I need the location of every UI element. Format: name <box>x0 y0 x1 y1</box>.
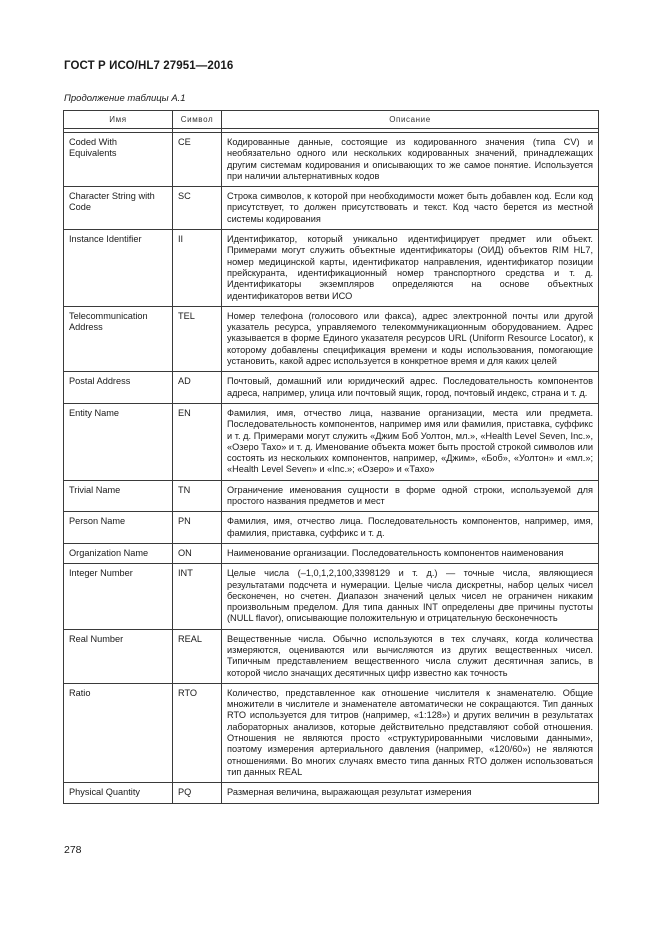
row-name: Postal Address <box>64 372 173 404</box>
table-row <box>64 230 599 307</box>
table-row <box>64 783 599 803</box>
row-description: Кодированные данные, состоящие из кодированного значения (типа CV) и необязательно одного или нескольких кодированных значений, принадлежащих другим системам кодирования и описывающих то же самое понятие. Используется при наличии альтернативных кодов <box>222 133 599 187</box>
row-description: Размерная величина, выражающая результат измерения <box>222 783 599 803</box>
row-description: Идентификатор, который уникально идентифицирует предмет или объект. Примерами могут служить объектные идентификаторы (ОИД) объектов RIM HL7, номер медицинской карты, идентификатор направления, идентификатор позиции прейскуранта, идентификационный номер транспортного средства и т. д. Идентификаторы экземпляров определяются на основе объектных идентификаторов ветви ИСО <box>222 230 599 307</box>
table-row <box>64 480 599 512</box>
row-symbol: II <box>173 230 222 307</box>
row-symbol: REAL <box>173 629 222 683</box>
table-row <box>64 306 599 371</box>
row-name: Coded With Equivalents <box>64 133 173 187</box>
document-title: ГОСТ Р ИСО/HL7 27951—2016 <box>64 60 234 72</box>
row-description: Строка символов, к которой при необходимости может быть добавлен код. Если код присутствует, то должен присутствовать и текст. Код часто берется из местной системы кодирования <box>222 187 599 230</box>
row-description: Почтовый, домашний или юридический адрес. Последовательность компонентов адреса, например, улица или почтовый ящик, город, почтовый индекс, страна и т. д. <box>222 372 599 404</box>
row-symbol: EN <box>173 403 222 480</box>
row-name: Person Name <box>64 512 173 544</box>
data-types-table <box>63 110 599 804</box>
row-symbol: SC <box>173 187 222 230</box>
column-header-symbol: Символ <box>173 111 222 129</box>
row-name: Real Number <box>64 629 173 683</box>
row-description: Фамилия, имя, отчество лица, название организации, места или предмета. Последовательность компонентов, например имя или фамилия, приставка, суффикс и т. д. Примерами могут служить «Джим Боб Уолтон, мл.», «Health Level Seven, Inc.», «Озеро Тахо» и т. д. Именование объекта может быть простой строкой символов или состоять из нескольких компонентов, например, «Джим», «Боб», «Уолтон» и «мл.»; «Health Level Seven» и «Inc.»; «Озеро» и «Тахо» <box>222 403 599 480</box>
row-symbol: INT <box>173 564 222 629</box>
page-number: 278 <box>64 844 82 856</box>
row-description: Наименование организации. Последовательность компонентов наименования <box>222 543 599 563</box>
row-description: Ограничение именования сущности в форме одной строки, используемой для простого названия предметов и мест <box>222 480 599 512</box>
row-symbol: AD <box>173 372 222 404</box>
row-symbol: TEL <box>173 306 222 371</box>
row-description: Фамилия, имя, отчество лица. Последовательность компонентов, например, имя, фамилия, приставка, суффикс и т. д. <box>222 512 599 544</box>
row-symbol: RTO <box>173 683 222 782</box>
table-row <box>64 133 599 187</box>
row-description: Целые числа (–1,0,1,2,100,3398129 и т. д.) — точные числа, являющиеся результатами подсчета и нумерации. Целые числа дискретны, набор целых чисел бесконечен, но счетен. Диапазон значений целых чисел не ограничен никаким произвольным пределом. Для типа данных INT определены две причины пустоты (NULL flavor), описывающие положительную и отрицательную бесконечность <box>222 564 599 629</box>
row-name: Integer Number <box>64 564 173 629</box>
table-row <box>64 543 599 563</box>
table-row <box>64 683 599 782</box>
row-description: Номер телефона (голосового или факса), адрес электронной почты или другой указатель ресурса, управляемого телекоммуникационным оборудованием. Адрес указывается в форме Единого указателя ресурсов URL (Uniform Resource Locator), к которому добавлены спецификация времени и коды использования, помогающие установить, какой адрес используется в конкретное время и для каких целей <box>222 306 599 371</box>
row-symbol: PN <box>173 512 222 544</box>
row-symbol: TN <box>173 480 222 512</box>
row-name: Physical Quantity <box>64 783 173 803</box>
row-description: Количество, представленное как отношение числителя к знаменателю. Общие множители в числителе и знаменателе автоматически не сокращаются. Тип данных RTO используется для титров (например, «1:128») и других величин в результатах лабораторных анализов, которые действительно представляют собой отношения. Отношения не являются просто «структурированными числовыми данными», поэтому измерения артериального давления (например, «120/60») не являются отношениями. Во многих случаях вместо типа данных RTO должен использоваться тип данных REAL <box>222 683 599 782</box>
row-name: Organization Name <box>64 543 173 563</box>
row-name: Telecommunication Address <box>64 306 173 371</box>
row-symbol: ON <box>173 543 222 563</box>
table-row <box>64 512 599 544</box>
row-name: Instance Identifier <box>64 230 173 307</box>
row-symbol: PQ <box>173 783 222 803</box>
table-row <box>64 403 599 480</box>
row-symbol: CE <box>173 133 222 187</box>
table-row <box>64 564 599 629</box>
row-name: Ratio <box>64 683 173 782</box>
table-row <box>64 372 599 404</box>
row-name: Trivial Name <box>64 480 173 512</box>
column-header-name: Имя <box>64 111 173 129</box>
row-description: Вещественные числа. Обычно используются в тех случаях, когда количества измеряются, оцениваются или вычисляются из других вещественных чисел. Типичным представлением вещественного числа служит десятичная запись, в которой число значащих десятичных цифр известно как точность <box>222 629 599 683</box>
table-row <box>64 187 599 230</box>
table-row <box>64 629 599 683</box>
column-header-description: Описание <box>222 111 599 129</box>
row-name: Character String with Code <box>64 187 173 230</box>
table-caption: Продолжение таблицы А.1 <box>64 93 186 104</box>
row-name: Entity Name <box>64 403 173 480</box>
table-header-row <box>64 111 599 129</box>
